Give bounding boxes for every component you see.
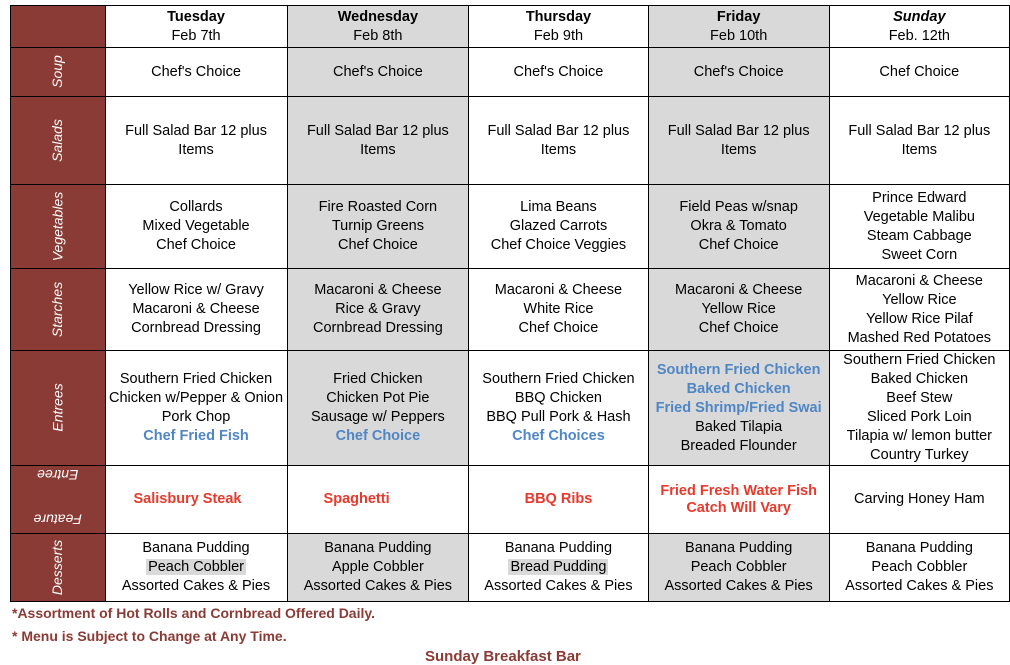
- menu-cell: Lima Beans Glazed Carrots Chef Choice Veggies: [469, 185, 648, 269]
- menu-cell: Fire Roasted Corn Turnip Greens Chef Choice: [287, 185, 469, 269]
- menu-cell: Fried Chicken Chicken Pot Pie Sausage w/ Peppers Chef Choice: [287, 351, 469, 466]
- day-tuesday: Tuesday Feb 7th: [105, 6, 287, 48]
- row-label-soup: Soup: [11, 48, 106, 97]
- corner-cell: [11, 6, 106, 48]
- menu-cell: Macaroni & Cheese Yellow Rice Yellow Rice Pilaf Mashed Red Potatoes: [829, 269, 1009, 351]
- vegetables-row: [11, 185, 1010, 269]
- starches-row: [11, 269, 1010, 351]
- menu-cell: Carving Honey Ham: [829, 466, 1009, 534]
- menu-cell: Fried Fresh Water Fish Catch Will Vary: [648, 466, 829, 534]
- menu-cell: Yellow Rice w/ Gravy Macaroni & Cheese Cornbread Dressing: [105, 269, 287, 351]
- header-row: [11, 6, 1010, 48]
- menu-cell: Southern Fried Chicken BBQ Chicken BBQ Pull Pork & Hash Chef Choices: [469, 351, 648, 466]
- menu-cell: Banana Pudding Apple Cobbler Assorted Cakes & Pies: [287, 534, 469, 602]
- footer-note-rolls: *Assortment of Hot Rolls and Cornbread Offered Daily.: [12, 605, 376, 621]
- menu-cell: Chef's Choice: [648, 48, 829, 97]
- menu-cell: Macaroni & Cheese White Rice Chef Choice: [469, 269, 648, 351]
- desserts-row: [11, 534, 1010, 602]
- breakfast-bar-title: Sunday Breakfast Bar: [425, 648, 581, 665]
- day-friday: Friday Feb 10th: [648, 6, 829, 48]
- row-label-vegetables: Vegetables: [11, 185, 106, 269]
- menu-cell: Southern Fried Chicken Baked Chicken Fried Shrimp/Fried Swai Baked Tilapia Breaded Flounder: [648, 351, 829, 466]
- menu-cell: Southern Fried Chicken Chicken w/Pepper & Onion Pork Chop Chef Fried Fish: [105, 351, 287, 466]
- day-sunday: Sunday Feb. 12th: [829, 6, 1009, 48]
- menu-cell: Full Salad Bar 12 plus Items: [829, 97, 1009, 185]
- menu-cell: Banana Pudding Bread Pudding Assorted Cakes & Pies: [469, 534, 648, 602]
- menu-cell: Banana Pudding Peach Cobbler Assorted Cakes & Pies: [105, 534, 287, 602]
- menu-cell: Southern Fried Chicken Baked Chicken Beef Stew Sliced Pork Loin Tilapia w/ lemon butter Country Turkey: [829, 351, 1009, 466]
- menu-cell: Spaghetti: [287, 466, 469, 534]
- menu-cell: Macaroni & Cheese Yellow Rice Chef Choice: [648, 269, 829, 351]
- menu-cell: Field Peas w/snap Okra & Tomato Chef Choice: [648, 185, 829, 269]
- menu-cell: Banana Pudding Peach Cobbler Assorted Cakes & Pies: [648, 534, 829, 602]
- menu-cell: Macaroni & Cheese Rice & Gravy Cornbread Dressing: [287, 269, 469, 351]
- row-label-entrees: Entrees: [11, 351, 106, 466]
- menu-cell: Collards Mixed Vegetable Chef Choice: [105, 185, 287, 269]
- menu-cell: Chef Choice: [829, 48, 1009, 97]
- menu-cell: Salisbury Steak: [105, 466, 287, 534]
- entrees-row: [11, 351, 1010, 466]
- menu-cell: Banana Pudding Peach Cobbler Assorted Cakes & Pies: [829, 534, 1009, 602]
- menu-cell: Chef's Choice: [469, 48, 648, 97]
- menu-cell: Chef's Choice: [287, 48, 469, 97]
- row-label-desserts: Desserts: [11, 534, 106, 602]
- row-label-starches: Starches: [11, 269, 106, 351]
- day-wednesday: Wednesday Feb 8th: [287, 6, 469, 48]
- feature-entree-row: [11, 466, 1010, 534]
- footer-note-menu-change: * Menu is Subject to Change at Any Time.: [12, 628, 287, 644]
- menu-cell: Full Salad Bar 12 plus Items: [287, 97, 469, 185]
- soup-row: [11, 48, 1010, 97]
- salads-row: [11, 97, 1010, 185]
- menu-cell: Prince Edward Vegetable Malibu Steam Cabbage Sweet Corn: [829, 185, 1009, 269]
- row-label-salads: Salads: [11, 97, 106, 185]
- menu-cell: Full Salad Bar 12 plus Items: [105, 97, 287, 185]
- menu-cell: Full Salad Bar 12 plus Items: [469, 97, 648, 185]
- day-thursday: Thursday Feb 9th: [469, 6, 648, 48]
- menu-cell: BBQ Ribs: [469, 466, 648, 534]
- menu-table: [10, 5, 1010, 602]
- row-label-feature-entree: FeatureEntree: [11, 466, 106, 534]
- menu-cell: Full Salad Bar 12 plus Items: [648, 97, 829, 185]
- menu-cell: Chef's Choice: [105, 48, 287, 97]
